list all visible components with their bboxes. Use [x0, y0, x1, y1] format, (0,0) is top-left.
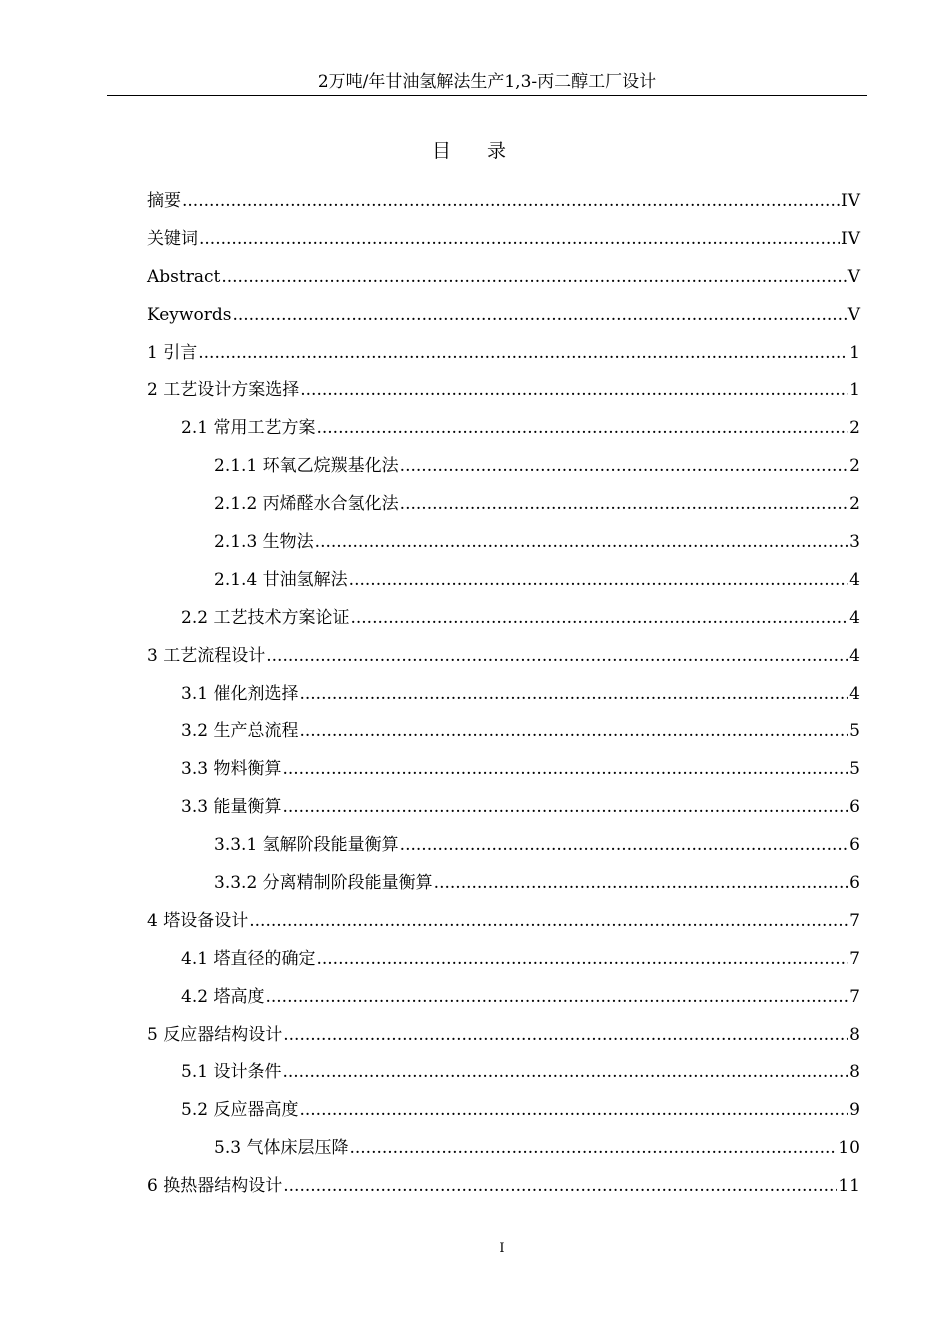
toc-entry-title: 3 工艺流程设计	[147, 645, 266, 666]
toc-entry-page: 2	[849, 418, 860, 439]
toc-entry-title: 2 工艺设计方案选择	[147, 380, 300, 401]
toc-entry-title: 2.1.3 生物法	[214, 532, 314, 553]
toc-entry-page: 10	[838, 1138, 860, 1159]
toc-entry-title: 3.3.2 分离精制阶段能量衡算	[214, 873, 433, 894]
toc-entry-page: 5	[849, 721, 860, 742]
toc-dot-leader	[400, 486, 849, 524]
toc-entry-title: 5.2 反应器高度	[181, 1100, 299, 1121]
toc-entry[interactable]	[147, 1017, 860, 1055]
toc-entry[interactable]	[147, 1092, 860, 1130]
toc-entry-page: 6	[849, 873, 860, 894]
toc-dot-leader	[299, 713, 848, 751]
toc-entry-title: 3.2 生产总流程	[181, 721, 299, 742]
toc-entry-page: 2	[849, 494, 860, 515]
toc-dot-leader	[300, 372, 848, 410]
toc-dot-leader	[282, 751, 848, 789]
toc-dot-leader	[400, 827, 849, 865]
toc-entry[interactable]	[147, 448, 860, 486]
toc-entry[interactable]	[147, 335, 860, 373]
toc-entry[interactable]	[147, 979, 860, 1017]
toc-entry[interactable]	[147, 751, 860, 789]
toc-entry-page: 11	[838, 1176, 860, 1197]
toc-entry-page: 6	[849, 797, 860, 818]
toc-entry-title: 2.1.1 环氧乙烷羰基化法	[214, 456, 399, 477]
toc-entry-page: 1	[849, 380, 860, 401]
toc-entry-title: Abstract	[147, 266, 221, 287]
toc-entry[interactable]	[147, 676, 860, 714]
toc-dot-leader	[316, 410, 848, 448]
toc-entry-title: 2.2 工艺技术方案论证	[181, 607, 350, 628]
toc-entry[interactable]	[147, 562, 860, 600]
toc-entry-title: 3.3 物料衡算	[181, 759, 282, 780]
toc-dot-leader	[400, 448, 849, 486]
toc-entry-page: V	[847, 266, 860, 287]
toc-entry-page: V	[847, 304, 860, 325]
toc-entry-page: 4	[849, 607, 860, 628]
toc-dot-leader	[349, 1130, 837, 1168]
toc-entry-title: 4 塔设备设计	[147, 910, 249, 931]
toc-entry-page: 9	[849, 1100, 860, 1121]
toc-entry-page: 4	[849, 683, 860, 704]
toc-entry-page: 8	[849, 1024, 860, 1045]
toc-entry-page: 5	[849, 759, 860, 780]
toc-entry[interactable]	[147, 600, 860, 638]
toc-dot-leader	[283, 1017, 848, 1055]
toc-dot-leader	[282, 1054, 848, 1092]
toc-entry-title: 2.1 常用工艺方案	[181, 418, 316, 439]
toc-entry[interactable]	[147, 1054, 860, 1092]
toc-entry-title: 5.3 气体床层压降	[214, 1138, 349, 1159]
running-header: 2万吨/年甘油氢解法生产1,3-丙二醇工厂设计	[317, 72, 657, 92]
toc-entry-title: 3.3.1 氢解阶段能量衡算	[214, 835, 399, 856]
toc-entry-title: 5.1 设计条件	[181, 1062, 282, 1083]
toc-entry[interactable]	[147, 827, 860, 865]
toc-dot-leader	[299, 676, 848, 714]
toc-entry-page: 3	[849, 532, 860, 553]
toc-entry[interactable]	[147, 372, 860, 410]
toc-entry-page: 4	[849, 645, 860, 666]
header-divider	[107, 95, 867, 96]
toc-entry-page: IV	[841, 191, 860, 211]
toc-dot-leader	[249, 903, 848, 941]
toc-entry[interactable]	[147, 1168, 860, 1206]
toc-entry[interactable]	[147, 524, 860, 562]
toc-entry[interactable]	[147, 638, 860, 676]
toc-dot-leader	[265, 979, 848, 1017]
toc-entry-page: 2	[849, 456, 860, 477]
toc-entry-page: 7	[849, 986, 860, 1007]
table-of-contents	[147, 183, 860, 1206]
toc-entry-page: 7	[849, 910, 860, 931]
toc-dot-leader	[282, 789, 848, 827]
toc-entry[interactable]	[147, 259, 860, 297]
toc-entry-title: 3.1 催化剂选择	[181, 683, 299, 704]
toc-entry[interactable]	[147, 903, 860, 941]
toc-entry-title: 4.1 塔直径的确定	[181, 948, 316, 969]
toc-dot-leader	[349, 562, 849, 600]
toc-entry[interactable]	[147, 221, 860, 259]
toc-entry[interactable]	[147, 713, 860, 751]
toc-dot-leader	[182, 183, 840, 221]
toc-entry-title: 1 引言	[147, 342, 198, 363]
toc-dot-leader	[199, 221, 840, 259]
toc-entry[interactable]	[147, 297, 860, 335]
toc-dot-leader	[221, 259, 846, 297]
toc-dot-leader	[232, 297, 846, 335]
page-number: I	[499, 1241, 505, 1256]
toc-entry-page: 4	[849, 569, 860, 590]
toc-entry[interactable]	[147, 1130, 860, 1168]
toc-entry-title: 摘要	[147, 191, 181, 211]
toc-dot-leader	[315, 524, 849, 562]
toc-dot-leader	[316, 941, 848, 979]
toc-entry-title: 6 换热器结构设计	[147, 1176, 283, 1197]
toc-entry-page: IV	[841, 228, 860, 249]
toc-entry-title: 2.1.2 丙烯醛水合氢化法	[214, 494, 399, 515]
toc-entry-title: Keywords	[147, 304, 232, 325]
toc-dot-leader	[434, 865, 849, 903]
toc-entry[interactable]	[147, 410, 860, 448]
toc-entry[interactable]	[147, 941, 860, 979]
toc-heading: 目录	[431, 140, 542, 162]
toc-entry-page: 6	[849, 835, 860, 856]
toc-dot-leader	[266, 638, 848, 676]
toc-entry-title: 4.2 塔高度	[181, 986, 265, 1007]
toc-dot-leader	[350, 600, 848, 638]
toc-dot-leader	[198, 335, 848, 373]
toc-entry[interactable]	[147, 486, 860, 524]
toc-entry-title: 关键词	[147, 228, 198, 249]
toc-entry-page: 7	[849, 948, 860, 969]
toc-entry-page: 8	[849, 1062, 860, 1083]
toc-entry-title: 3.3 能量衡算	[181, 797, 282, 818]
toc-entry-page: 1	[849, 342, 860, 363]
toc-dot-leader	[299, 1092, 848, 1130]
toc-entry[interactable]	[147, 789, 860, 827]
toc-entry[interactable]	[147, 865, 860, 903]
toc-entry[interactable]	[147, 183, 860, 221]
toc-dot-leader	[283, 1168, 837, 1206]
toc-entry-title: 2.1.4 甘油氢解法	[214, 569, 348, 590]
toc-entry-title: 5 反应器结构设计	[147, 1024, 283, 1045]
